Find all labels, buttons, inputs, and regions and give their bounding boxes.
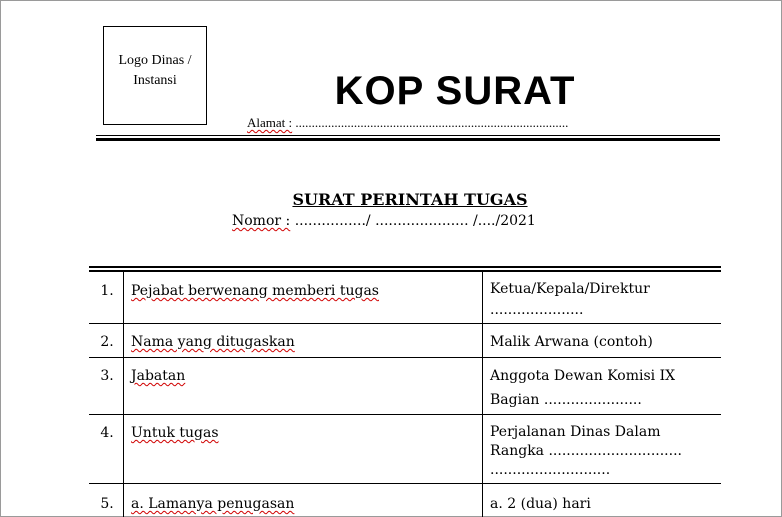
row-divider bbox=[89, 357, 721, 358]
row-divider bbox=[89, 414, 721, 415]
row-number: 2. bbox=[100, 334, 114, 350]
letterhead-title: KOP SURAT bbox=[334, 69, 576, 113]
row-divider bbox=[89, 483, 721, 484]
row-value: Malik Arwana (contoh) bbox=[490, 334, 653, 350]
column-divider bbox=[123, 272, 124, 517]
row-label: Pejabat berwenang memberi tugas bbox=[131, 283, 379, 299]
column-divider bbox=[482, 272, 483, 517]
table-top-rule-2 bbox=[89, 270, 721, 272]
row-label: Untuk tugas bbox=[131, 425, 219, 441]
row-value: ..................... bbox=[490, 302, 584, 318]
row-value: Bagian ...................... bbox=[490, 392, 642, 408]
address-line bbox=[247, 114, 568, 132]
logo-placeholder bbox=[103, 26, 207, 125]
row-value: Anggota Dewan Komisi IX bbox=[490, 368, 676, 384]
letterhead-rule-thin bbox=[96, 135, 720, 136]
nomor-label: Nomor : bbox=[232, 213, 291, 229]
row-number: 1. bbox=[100, 283, 114, 299]
row-value: ........................... bbox=[490, 462, 611, 478]
row-number: 5. bbox=[100, 496, 114, 512]
row-value: a. 2 (dua) hari bbox=[490, 496, 591, 512]
row-value: Perjalanan Dinas Dalam bbox=[490, 424, 661, 440]
address-dots: .................................................................................... bbox=[292, 115, 569, 130]
letterhead-rule-thick bbox=[96, 138, 720, 141]
nomor-value: ................/ ..................... /..../2021 bbox=[290, 213, 536, 229]
row-label: Nama yang ditugaskan bbox=[131, 334, 295, 350]
document-number bbox=[232, 210, 536, 232]
logo-text-line2: Instansi bbox=[133, 73, 177, 88]
row-number: 3. bbox=[100, 368, 114, 384]
document-title: SURAT PERINTAH TUGAS bbox=[292, 190, 528, 209]
row-value: Ketua/Kepala/Direktur bbox=[490, 281, 650, 297]
table-top-rule bbox=[89, 266, 721, 268]
address-label: Alamat : bbox=[247, 115, 293, 130]
row-label: a. Lamanya penugasan bbox=[131, 496, 295, 512]
row-value: Rangka .............................. bbox=[490, 443, 682, 459]
row-label: Jabatan bbox=[131, 368, 186, 384]
row-number: 4. bbox=[100, 425, 114, 441]
logo-text-line1: Logo Dinas / bbox=[118, 53, 192, 68]
row-divider bbox=[89, 323, 721, 324]
